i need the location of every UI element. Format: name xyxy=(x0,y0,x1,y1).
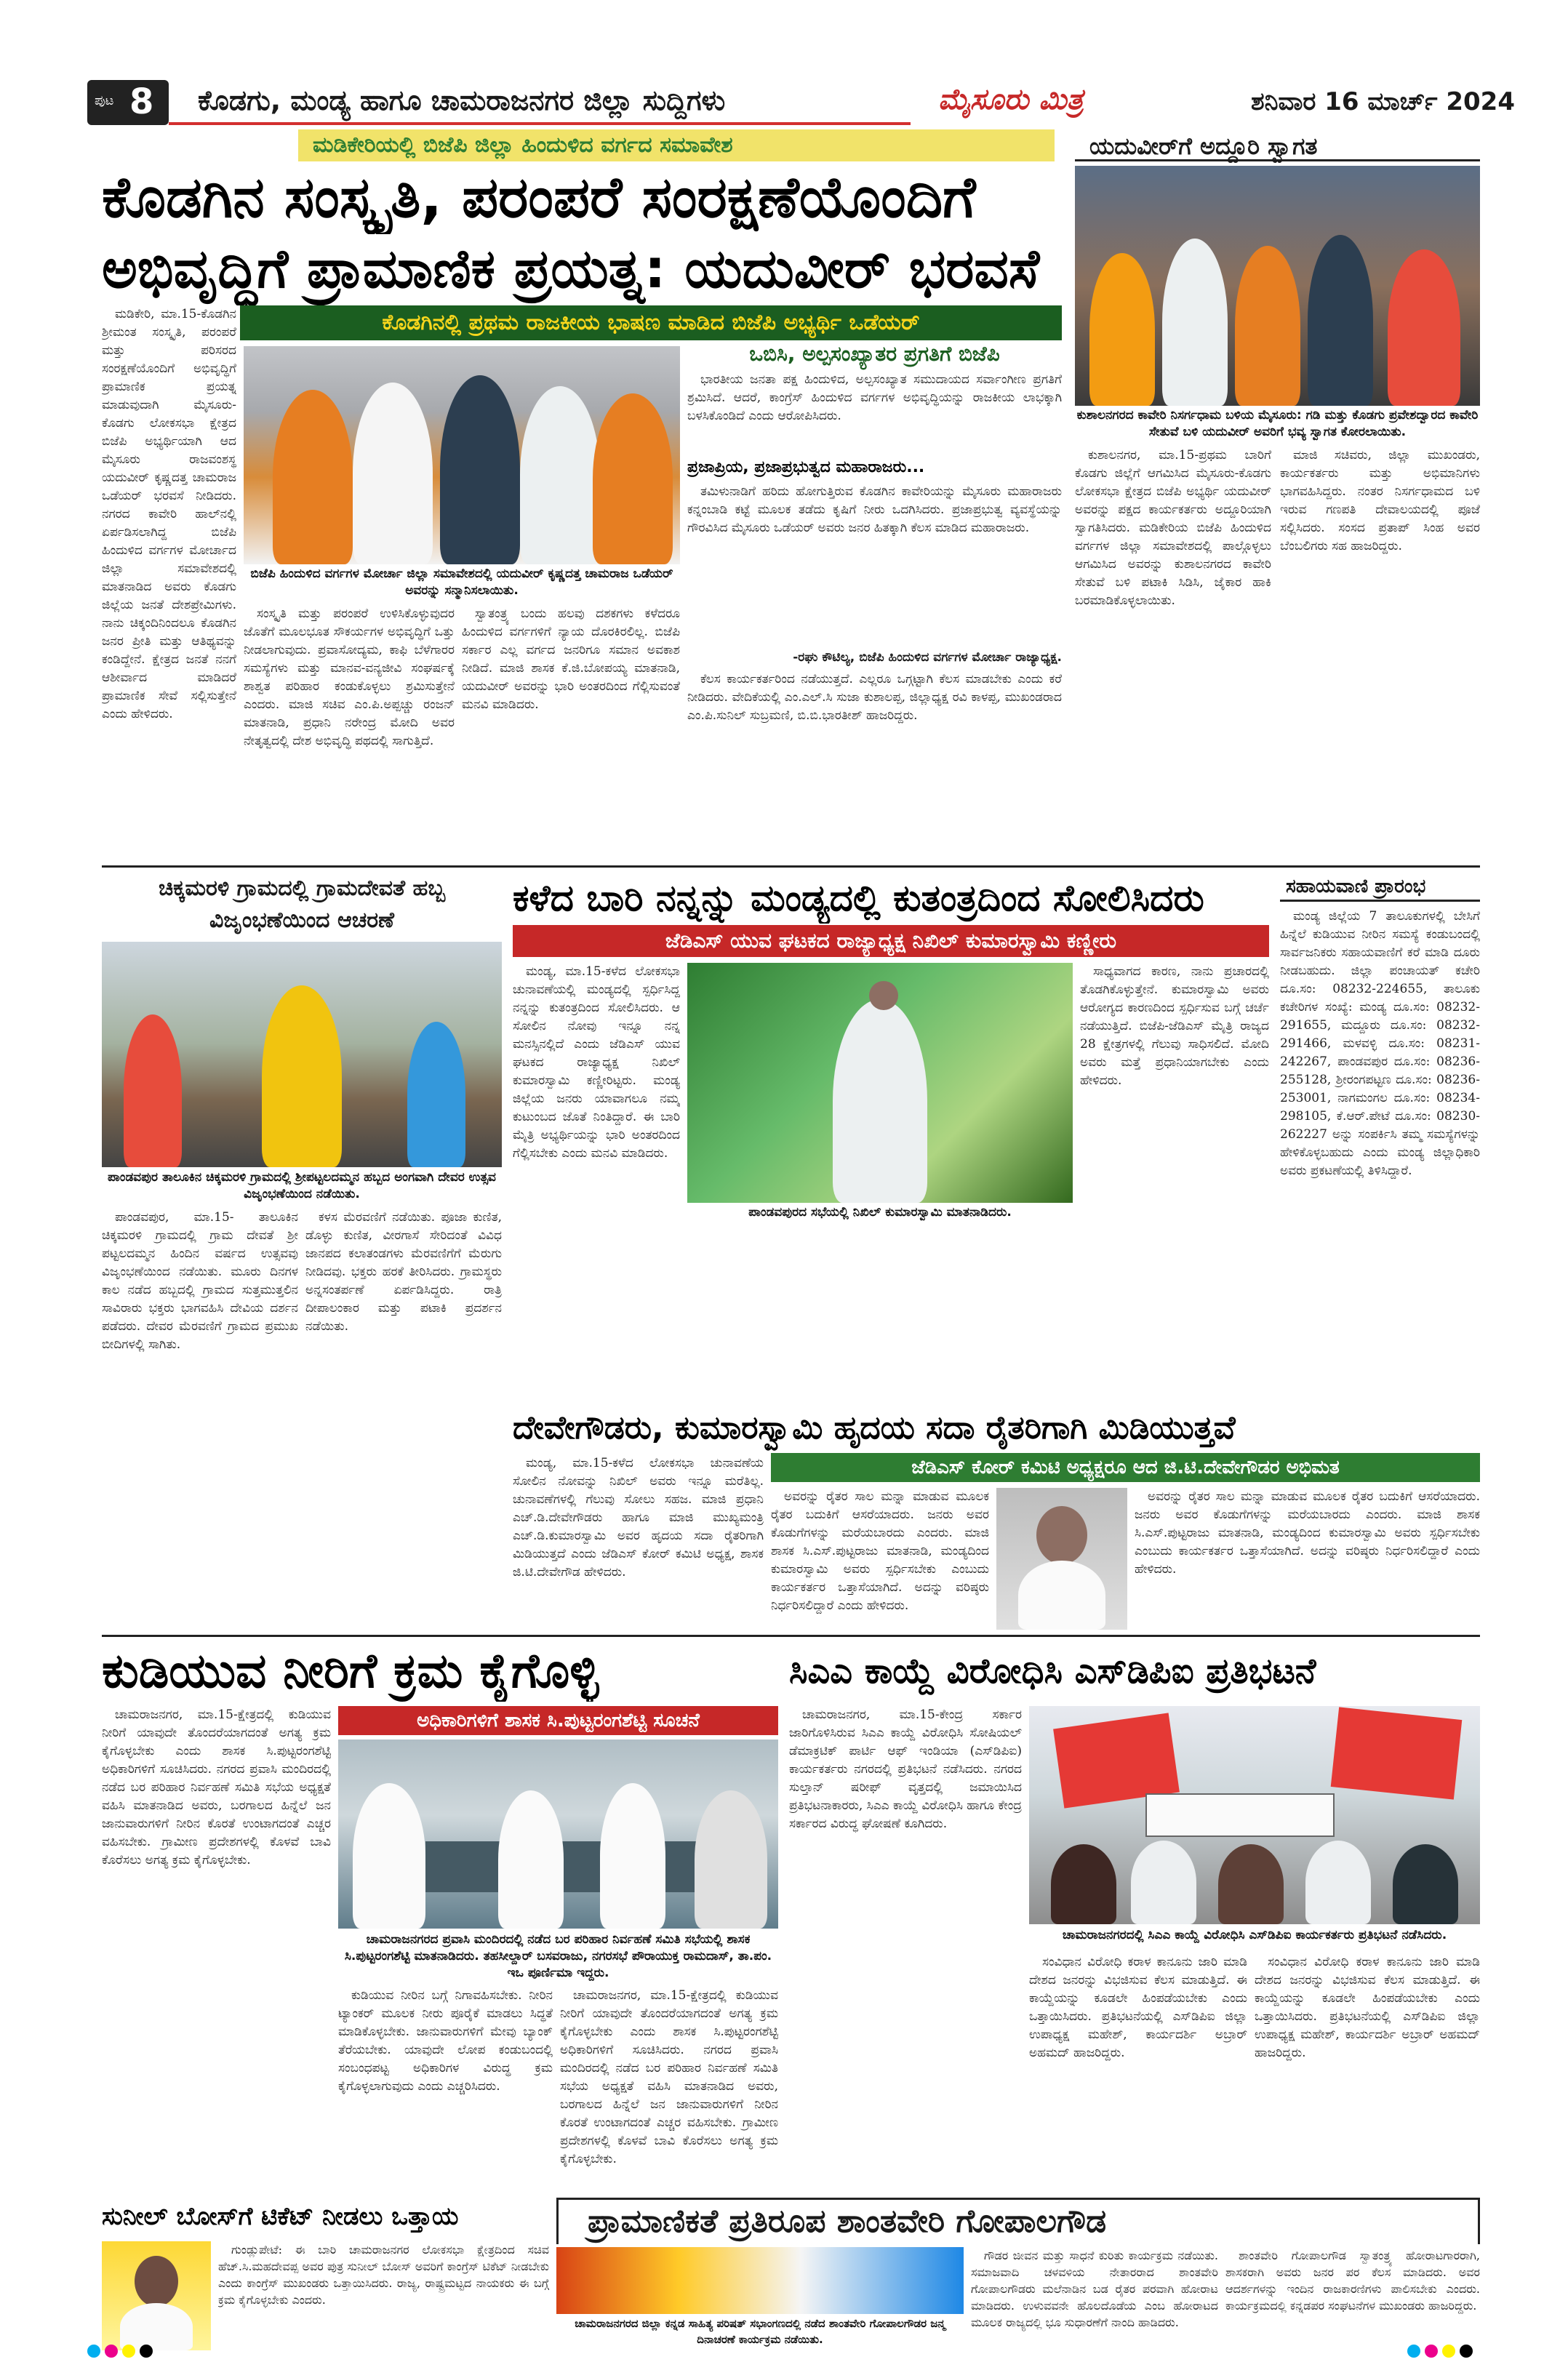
lead-body-col1: ಮಡಿಕೇರಿ, ಮಾ.15-ಕೊಡಗಿನ ಶ್ರೀಮಂತ ಸಂಸ್ಕೃತಿ, ಪರಂಪರೆ ಮತ್ತು ಪರಿಸರದ ಸಂರಕ್ಷಣೆಯೊಂದಿಗೆ ಅಭಿವೃದ್ಧಿಗೆ ಪ್ರಾಮಾಣಿಕ ಪ್ರಯತ್ನ ಮಾಡುವುದಾಗಿ ಮೈಸೂರು-ಕೊಡಗು ಲೋಕಸಭಾ ಕ್ಷೇತ್ರದ ಬಿಜೆಪಿ ಅಭ್ಯರ್ಥಿಯಾಗಿ ಆದ ಮೈಸೂರು ರಾಜವಂಶಸ್ಥ ಯದುವೀರ್ ಕೃಷ್ಣದತ್ತ ಚಾಮರಾಜ ಒಡೆಯರ್ ಭರವಸೆ ನೀಡಿದರು. ನಗರದ ಕಾವೇರಿ ಹಾಲ್‌ನಲ್ಲಿ ಏರ್ಪಡಿಸಲಾಗಿದ್ದ ಬಿಜೆಪಿ ಹಿಂದುಳಿದ ವರ್ಗಗಳ ಮೋರ್ಚಾದ ಜಿಲ್ಲಾ ಸಮಾವೇಶದಲ್ಲಿ ಮಾತನಾಡಿದ ಅವರು ಕೊಡಗು ಜಿಲ್ಲೆಯ ಜನತೆ ದೇಶಪ್ರೇಮಿಗಳು. ನಾನು ಚಿಕ್ಕಂದಿನಿಂದಲೂ ಕೊಡಗಿನ ಜನರ ಪ್ರೀತಿ ಮತ್ತು ಆತಿಥ್ಯವನ್ನು ಕಂಡಿದ್ದೇನೆ. ಕ್ಷೇತ್ರದ ಜನತೆ ನನಗೆ ಆಶೀರ್ವಾದ ಮಾಡಿದರೆ ಪ್ರಾಮಾಣಿಕ ಸೇವೆ ಸಲ್ಲಿಸುತ್ತೇನೆ ಎಂದು ಹೇಳಿದರು. xyxy=(102,307,236,721)
story4-subhead: ಜೆಡಿಎಸ್ ಯುವ ಘಟಕದ ರಾಜ್ಯಾಧ್ಯಕ್ಷ ನಿಖಿಲ್ ಕುಮಾರಸ್ವಾಮಿ ಕಣ್ಣೀರು xyxy=(513,925,1269,957)
story3-body-col2: ಕಳಸ ಮೆರವಣಿಗೆ ನಡೆಯಿತು. ಪೂಜಾ ಕುಣಿತ, ಡೊಳ್ಳು ಕುಣಿತ, ವೀರಗಾಸೆ ಸೇರಿದಂತೆ ವಿವಿಧ ಜಾನಪದ ಕಲಾತಂಡಗಳು ಮೆರವಣಿಗೆಗೆ ಮೆರುಗು ನೀಡಿದವು. ಭಕ್ತರು ಹರಕೆ ತೀರಿಸಿದರು. ಗ್ರಾಮಸ್ಥರು ಅನ್ನಸಂತರ್ಪಣೆ ಏರ್ಪಡಿಸಿದ್ದರು. ರಾತ್ರಿ ದೀಪಾಲಂಕಾರ ಮತ್ತು ಪಟಾಕಿ ಪ್ರದರ್ಶನ ನಡೆಯಿತು. xyxy=(305,1210,502,1334)
story6-body-col3: ಅವರನ್ನು ರೈತರ ಸಾಲ ಮನ್ನಾ ಮಾಡುವ ಮೂಲಕ ರೈತರ ಬದುಕಿಗೆ ಆಸರೆಯಾದರು. ಜನರು ಅವರ ಕೊಡುಗೆಗಳನ್ನು ಮರೆಯಬಾರದು ಎಂದರು. ಮಾಜಿ ಶಾಸಕ ಸಿ.ಎಸ್.ಪುಟ್ಟರಾಜು ಮಾತನಾಡಿ, ಮಂಡ್ಯದಿಂದ ಕುಮಾರಸ್ವಾಮಿ ಅವರು ಸ್ಪರ್ಧಿಸಬೇಕು ಎಂಬುದು ಕಾರ್ಯಕರ್ತರ ಒತ್ತಾಸೆಯಾಗಿದೆ. ಅದನ್ನು ವರಿಷ್ಠರು ನಿರ್ಧರಿಸಲಿದ್ದಾರೆ ಎಂದು ಹೇಳಿದರು. xyxy=(1135,1489,1480,1577)
story5-body: ಮಂಡ್ಯ ಜಿಲ್ಲೆಯ 7 ತಾಲೂಕುಗಳಲ್ಲಿ ಬೇಸಿಗೆ ಹಿನ್ನೆಲೆ ಕುಡಿಯುವ ನೀರಿನ ಸಮಸ್ಯೆ ಕಂಡುಬಂದಲ್ಲಿ ಸಾರ್ವಜನಿಕರು ಸಹಾಯವಾಣಿಗೆ ಕರೆ ಮಾಡಿ ದೂರು ನೀಡಬಹುದು. ಜಿಲ್ಲಾ ಪಂಚಾಯತ್ ಕಚೇರಿ ದೂ.ಸಂ: 08232-224655, ತಾಲೂಕು ಕಚೇರಿಗಳ ಸಂಖ್ಯೆ: ಮಂಡ್ಯ ದೂ.ಸಂ: 08232-291655, ಮದ್ದೂರು ದೂ.ಸಂ: 08232-291466, ಮಳವಳ್ಳಿ ದೂ.ಸಂ: 08231-242267, ಪಾಂಡವಪುರ ದೂ.ಸಂ: 08236-255128, ಶ್ರೀರಂಗಪಟ್ಟಣ ದೂ.ಸಂ: 08236-253001, ನಾಗಮಂಗಲ ದೂ.ಸಂ: 08234-298105, ಕೆ.ಆರ್.ಪೇಟೆ ದೂ.ಸಂ: 08230-262227 ಅನ್ನು ಸಂಪರ್ಕಿಸಿ ತಮ್ಮ ಸಮಸ್ಯೆಗಳನ್ನು ಹೇಳಿಕೊಳ್ಳಬಹುದು ಎಂದು ಮಂಡ್ಯ ಜಿಲ್ಲಾಧಿಕಾರಿ ಅವರು ಪ್ರಕಟಣೆಯಲ್ಲಿ ತಿಳಿಸಿದ್ದಾರೆ. xyxy=(1280,909,1480,1178)
story8-photo xyxy=(1029,1706,1480,1924)
story7-body-col2: ಕುಡಿಯುವ ನೀರಿನ ಬಗ್ಗೆ ನಿಗಾವಹಿಸಬೇಕು. ನೀರಿನ ಟ್ಯಾಂಕರ್ ಮೂಲಕ ನೀರು ಪೂರೈಕೆ ಮಾಡಲು ಸಿದ್ಧತೆ ಮಾಡಿಕೊಳ್ಳಬೇಕು. ಜಾನುವಾರುಗಳಿಗೆ ಮೇವು ಬ್ಯಾಂಕ್ ತೆರೆಯಬೇಕು. ಯಾವುದೇ ಲೋಪ ಕಂಡುಬಂದಲ್ಲಿ ಸಂಬಂಧಪಟ್ಟ ಅಧಿಕಾರಿಗಳ ವಿರುದ್ಧ ಕ್ರಮ ಕೈಗೊಳ್ಳಲಾಗುವುದು ಎಂದು ಎಚ್ಚರಿಸಿದರು. xyxy=(338,1988,553,2094)
page-number: 8 xyxy=(129,81,154,122)
story2-tag: ಯದುವೀರ್‌ಗೆ ಅದ್ದೂರಿ ಸ್ವಾಗತ xyxy=(1075,129,1480,161)
story2-photo xyxy=(1075,166,1480,406)
story8-body-col3: ಸಂವಿಧಾನ ವಿರೋಧಿ ಕರಾಳ ಕಾನೂನು ಜಾರಿ ಮಾಡಿ ದೇಶದ ಜನರನ್ನು ವಿಭಜಿಸುವ ಕೆಲಸ ಮಾಡುತ್ತಿದೆ. ಈ ಕಾಯ್ದೆಯನ್ನು ಕೂಡಲೇ ಹಿಂಪಡೆಯಬೇಕು ಎಂದು ಒತ್ತಾಯಿಸಿದರು. ಪ್ರತಿಭಟನೆಯಲ್ಲಿ ಎಸ್‌ಡಿಪಿಐ ಜಿಲ್ಲಾ ಉಪಾಧ್ಯಕ್ಷ ಮಹೇಶ್, ಕಾರ್ಯದರ್ಶಿ ಅಬ್ರಾರ್ ಅಹಮದ್ ಹಾಜರಿದ್ದರು. xyxy=(1255,1955,1480,2060)
story8-body-col2: ಸಂವಿಧಾನ ವಿರೋಧಿ ಕರಾಳ ಕಾನೂನು ಜಾರಿ ಮಾಡಿ ದೇಶದ ಜನರನ್ನು ವಿಭಜಿಸುವ ಕೆಲಸ ಮಾಡುತ್ತಿದೆ. ಈ ಕಾಯ್ದೆಯನ್ನು ಕೂಡಲೇ ಹಿಂಪಡೆಯಬೇಕು ಎಂದು ಒತ್ತಾಯಿಸಿದರು. ಪ್ರತಿಭಟನೆಯಲ್ಲಿ ಎಸ್‌ಡಿಪಿಐ ಜಿಲ್ಲಾ ಉಪಾಧ್ಯಕ್ಷ ಮಹೇಶ್, ಕಾರ್ಯದರ್ಶಿ ಅಬ್ರಾರ್ ಅಹಮದ್ ಹಾಜರಿದ್ದರು. xyxy=(1029,1955,1247,2060)
page-label: ಪುಟ xyxy=(95,93,114,108)
story2-body-col1: ಕುಶಾಲನಗರ, ಮಾ.15-ಪ್ರಥಮ ಬಾರಿಗೆ ಕೊಡಗು ಜಿಲ್ಲೆಗೆ ಆಗಮಿಸಿದ ಮೈಸೂರು-ಕೊಡಗು ಲೋಕಸಭಾ ಕ್ಷೇತ್ರದ ಬಿಜೆಪಿ ಅಭ್ಯರ್ಥಿ ಯದುವೀರ್ ಅವರನ್ನು ಪಕ್ಷದ ಕಾರ್ಯಕರ್ತರು ಅದ್ದೂರಿಯಾಗಿ ಸ್ವಾಗತಿಸಿದರು. ಮಡಿಕೇರಿಯ ಬಿಜೆಪಿ ಹಿಂದುಳಿದ ವರ್ಗಗಳ ಜಿಲ್ಲಾ ಸಮಾವೇಶದಲ್ಲಿ ಪಾಲ್ಗೊಳ್ಳಲು ಆಗಮಿಸಿದ ಅವರನ್ನು ಕುಶಾಲನಗರದ ಕಾವೇರಿ ಸೇತುವೆ ಬಳಿ ಪಟಾಕಿ ಸಿಡಿಸಿ, ಜೈಕಾರ ಹಾಕಿ ಬರಮಾಡಿಕೊಳ್ಳಲಾಯಿತು. xyxy=(1075,448,1271,608)
lead-body-col2: ಸಂಸ್ಕೃತಿ ಮತ್ತು ಪರಂಪರೆ ಉಳಿಸಿಕೊಳ್ಳುವುದರ ಜೊತೆಗೆ ಮೂಲಭೂತ ಸೌಕರ್ಯಗಳ ಅಭಿವೃದ್ಧಿಗೆ ಒತ್ತು ನೀಡಲಾಗುವುದು. ಪ್ರವಾಸೋದ್ಯಮ, ಕಾಫಿ ಬೆಳೆಗಾರರ ಸಮಸ್ಯೆಗಳು ಮತ್ತು ಮಾನವ-ವನ್ಯಜೀವಿ ಸಂಘರ್ಷಕ್ಕೆ ಶಾಶ್ವತ ಪರಿಹಾರ ಕಂಡುಕೊಳ್ಳಲು ಶ್ರಮಿಸುತ್ತೇನೆ ಎಂದರು. ಮಾಜಿ ಸಚಿವ ಎಂ.ಪಿ.ಅಪ್ಪಚ್ಚು ರಂಜನ್ ಮಾತನಾಡಿ, ಪ್ರಧಾನಿ ನರೇಂದ್ರ ಮೋದಿ ಅವರ ನೇತೃತ್ವದಲ್ಲಿ ದೇಶ ಅಭಿವೃದ್ಧಿ ಪಥದಲ್ಲಿ ಸಾಗುತ್ತಿದೆ. xyxy=(244,606,455,748)
story3-caption: ಪಾಂಡವಪುರ ತಾಲೂಕಿನ ಚಿಕ್ಕಮರಳಿ ಗ್ರಾಮದಲ್ಲಿ ಶ್ರೀಪಟ್ಟಲದಮ್ಮನ ಹಬ್ಬದ ಅಂಗವಾಗಿ ದೇವರ ಉತ್ಸವ ವಿಜೃಂಭಣೆಯಿಂದ ನಡೆಯಿತು. xyxy=(108,1170,496,1201)
story9-headline: ಪ್ರಾಮಾಣಿಕತೆ ಪ್ರತಿರೂಪ ಶಾಂತವೇರಿ ಗೋಪಾಲಗೌಡ xyxy=(588,2203,1107,2240)
registration-dots-left xyxy=(87,2345,175,2359)
sidebar-title: ಒಬಿಸಿ, ಅಲ್ಪಸಂಖ್ಯಾತರ ಪ್ರಗತಿಗೆ ಬಿಜೆಪಿ xyxy=(749,342,1000,366)
story8-body-col1: ಚಾಮರಾಜನಗರ, ಮಾ.15-ಕೇಂದ್ರ ಸರ್ಕಾರ ಜಾರಿಗೊಳಿಸಿರುವ ಸಿಎಎ ಕಾಯ್ದೆ ವಿರೋಧಿಸಿ ಸೋಷಿಯಲ್ ಡೆಮಾಕ್ರಟಿಕ್ ಪಾರ್ಟಿ ಆಫ್ ಇಂಡಿಯಾ (ಎಸ್‌ಡಿಪಿಐ) ಕಾರ್ಯಕರ್ತರು ನಗರದಲ್ಲಿ ಪ್ರತಿಭಟನೆ ನಡೆಸಿದರು. ನಗರದ ಸುಲ್ತಾನ್ ಷರೀಫ್ ವೃತ್ತದಲ್ಲಿ ಜಮಾಯಿಸಿದ ಪ್ರತಿಭಟನಾಕಾರರು, ಸಿಎಎ ಕಾಯ್ದೆ ವಿರೋಧಿಸಿ ಹಾಗೂ ಕೇಂದ್ರ ಸರ್ಕಾರದ ವಿರುದ್ಧ ಘೋಷಣೆ ಕೂಗಿದರು. xyxy=(789,1708,1022,1831)
story6-body-col2: ಅವರನ್ನು ರೈತರ ಸಾಲ ಮನ್ನಾ ಮಾಡುವ ಮೂಲಕ ರೈತರ ಬದುಕಿಗೆ ಆಸರೆಯಾದರು. ಜನರು ಅವರ ಕೊಡುಗೆಗಳನ್ನು ಮರೆಯಬಾರದು ಎಂದರು. ಮಾಜಿ ಶಾಸಕ ಸಿ.ಎಸ್.ಪುಟ್ಟರಾಜು ಮಾತನಾಡಿ, ಮಂಡ್ಯದಿಂದ ಕುಮಾರಸ್ವಾಮಿ ಅವರು ಸ್ಪರ್ಧಿಸಬೇಕು ಎಂಬುದು ಕಾರ್ಯಕರ್ತರ ಒತ್ತಾಸೆಯಾಗಿದೆ. ಅದನ್ನು ವರಿಷ್ಠರು ನಿರ್ಧರಿಸಲಿದ್ದಾರೆ ಎಂದು ಹೇಳಿದರು. xyxy=(771,1489,989,1613)
story3-photo xyxy=(102,942,502,1167)
story8-headline: ಸಿಎಎ ಕಾಯ್ದೆ ವಿರೋಧಿಸಿ ಎಸ್‌ಡಿಪಿಐ ಪ್ರತಿಭಟನೆ xyxy=(789,1651,1316,1692)
story5-tag: ಸಹಾಯವಾಣಿ ಪ್ರಾರಂಭ xyxy=(1280,873,1480,902)
lead-body-col3: ಸ್ವಾತಂತ್ರ್ಯ ಬಂದು ಹಲವು ದಶಕಗಳು ಕಳೆದರೂ ಹಿಂದುಳಿದ ವರ್ಗಗಳಿಗೆ ನ್ಯಾಯ ದೊರಕಿರಲಿಲ್ಲ. ಬಿಜೆಪಿ ಸರ್ಕಾರ ಎಲ್ಲ ವರ್ಗದ ಜನರಿಗೂ ಸಮಾನ ಅವಕಾಶ ನೀಡಿದೆ. ಮಾಜಿ ಶಾಸಕ ಕೆ.ಜಿ.ಬೋಪಯ್ಯ ಮಾತನಾಡಿ, ಯದುವೀರ್ ಅವರನ್ನು ಭಾರಿ ಅಂತರದಿಂದ ಗೆಲ್ಲಿಸುವಂತೆ ಮನವಿ ಮಾಡಿದರು. xyxy=(462,606,680,712)
sidebar-subtitle: ಪ್ರಜಾಪ್ರಿಯ, ಪ್ರಜಾಪ್ರಭುತ್ವದ ಮಹಾರಾಜರು... xyxy=(687,458,925,476)
story-kicker: ಮಡಿಕೇರಿಯಲ್ಲಿ ಬಿಜೆಪಿ ಜಿಲ್ಲಾ ಹಿಂದುಳಿದ ವರ್ಗದ ಸಮಾವೇಶ xyxy=(298,129,1055,161)
story7-body-col3: ಚಾಮರಾಜನಗರ, ಮಾ.15-ಕ್ಷೇತ್ರದಲ್ಲಿ ಕುಡಿಯುವ ನೀರಿಗೆ ಯಾವುದೇ ತೊಂದರೆಯಾಗದಂತೆ ಅಗತ್ಯ ಕ್ರಮ ಕೈಗೊಳ್ಳಬೇಕು ಎಂದು ಶಾಸಕ ಸಿ.ಪುಟ್ಟರಂಗಶೆಟ್ಟಿ ಅಧಿಕಾರಿಗಳಿಗೆ ಸೂಚಿಸಿದರು. ನಗರದ ಪ್ರವಾಸಿ ಮಂದಿರದಲ್ಲಿ ನಡೆದ ಬರ ಪರಿಹಾರ ನಿರ್ವಹಣೆ ಸಮಿತಿ ಸಭೆಯ ಅಧ್ಯಕ್ಷತೆ ವಹಿಸಿ ಮಾತನಾಡಿದ ಅವರು, ಬರಗಾಲದ ಹಿನ್ನೆಲೆ ಜನ ಜಾನುವಾರುಗಳಿಗೆ ನೀರಿನ ಕೊರತೆ ಉಂಟಾಗದಂತೆ ಎಚ್ಚರ ವಹಿಸಬೇಕು. ಗ್ರಾಮೀಣ ಪ್ರದೇಶಗಳಲ್ಲಿ ಕೊಳವೆ ಬಾವಿ ಕೊರೆಸಲು ಅಗತ್ಯ ಕ್ರಮ ಕೈಗೊಳ್ಳಬೇಕು. xyxy=(560,1988,778,2166)
lead-headline-line1: ಕೊಡಗಿನ ಸಂಸ್ಕೃತಿ, ಪರಂಪರೆ ಸಂರಕ್ಷಣೆಯೊಂದಿಗೆ xyxy=(102,165,976,231)
story4-body-col2: ಸಾಧ್ಯವಾಗದ ಕಾರಣ, ನಾನು ಪ್ರಚಾರದಲ್ಲಿ ತೊಡಗಿಕೊಳ್ಳುತ್ತೇನೆ. ಕುಮಾರಸ್ವಾಮಿ ಅವರು ಆರೋಗ್ಯದ ಕಾರಣದಿಂದ ಸ್ಪರ್ಧಿಸುವ ಬಗ್ಗೆ ಚರ್ಚೆ ನಡೆಯುತ್ತಿದೆ. ಬಿಜೆಪಿ-ಜೆಡಿಎಸ್ ಮೈತ್ರಿ ರಾಜ್ಯದ 28 ಕ್ಷೇತ್ರಗಳಲ್ಲಿ ಗೆಲುವು ಸಾಧಿಸಲಿದೆ. ಮೋದಿ ಅವರು ಮತ್ತೆ ಪ್ರಧಾನಿಯಾಗಬೇಕು ಎಂದು ಹೇಳಿದರು. xyxy=(1080,964,1269,1088)
story2-caption: ಕುಶಾಲನಗರದ ಕಾವೇರಿ ನಿಸರ್ಗಧಾಮ ಬಳಿಯ ಮೈಸೂರು: ಗಡಿ ಮತ್ತು ಕೊಡಗು ಪ್ರವೇಶದ್ವಾರದ ಕಾವೇರಿ ಸೇತುವೆ ಬಳಿ ಯದುವೀರ್ ಅವರಿಗೆ ಭವ್ಯ ಸ್ವಾಗತ ಕೋರಲಾಯಿತು. xyxy=(1076,408,1479,439)
story10-portrait xyxy=(102,2241,211,2350)
story4-headline: ಕಳೆದ ಬಾರಿ ನನ್ನನ್ನು ಮಂಡ್ಯದಲ್ಲಿ ಕುತಂತ್ರದಿಂದ ಸೋಲಿಸಿದರು xyxy=(513,877,1204,919)
story6-headline: ದೇವೇಗೌಡರು, ಕುಮಾರಸ್ವಾಮಿ ಹೃದಯ ಸದಾ ರೈತರಿಗಾಗಿ ಮಿಡಿಯುತ್ತವೆ xyxy=(513,1409,1236,1446)
story3-body-col1: ಪಾಂಡವಪುರ, ಮಾ.15- ತಾಲೂಕಿನ ಚಿಕ್ಕಮರಳಿ ಗ್ರಾಮದಲ್ಲಿ ಗ್ರಾಮ ದೇವತೆ ಶ್ರೀ ಪಟ್ಟಲದಮ್ಮನ ಹಿಂದಿನ ವರ್ಷದ ಉತ್ಸವವು ವಿಜೃಂಭಣೆಯಿಂದ ನಡೆಯಿತು. ಮೂರು ದಿನಗಳ ಕಾಲ ನಡೆದ ಹಬ್ಬದಲ್ಲಿ ಗ್ರಾಮದ ಸುತ್ತಮುತ್ತಲಿನ ಸಾವಿರಾರು ಭಕ್ತರು ಭಾಗವಹಿಸಿ ದೇವಿಯ ದರ್ಶನ ಪಡೆದರು. ದೇವರ ಮೆರವಣಿಗೆ ಗ್ರಾಮದ ಪ್ರಮುಖ ಬೀದಿಗಳಲ್ಲಿ ಸಾಗಿತು. xyxy=(102,1210,298,1352)
story7-body-col1: ಚಾಮರಾಜನಗರ, ಮಾ.15-ಕ್ಷೇತ್ರದಲ್ಲಿ ಕುಡಿಯುವ ನೀರಿಗೆ ಯಾವುದೇ ತೊಂದರೆಯಾಗದಂತೆ ಅಗತ್ಯ ಕ್ರಮ ಕೈಗೊಳ್ಳಬೇಕು ಎಂದು ಶಾಸಕ ಸಿ.ಪುಟ್ಟರಂಗಶೆಟ್ಟಿ ಅಧಿಕಾರಿಗಳಿಗೆ ಸೂಚಿಸಿದರು. ನಗರದ ಪ್ರವಾಸಿ ಮಂದಿರದಲ್ಲಿ ನಡೆದ ಬರ ಪರಿಹಾರ ನಿರ್ವಹಣೆ ಸಮಿತಿ ಸಭೆಯ ಅಧ್ಯಕ್ಷತೆ ವಹಿಸಿ ಮಾತನಾಡಿದ ಅವರು, ಬರಗಾಲದ ಹಿನ್ನೆಲೆ ಜನ ಜಾನುವಾರುಗಳಿಗೆ ನೀರಿನ ಕೊರತೆ ಉಂಟಾಗದಂತೆ ಎಚ್ಚರ ವಹಿಸಬೇಕು. ಗ್ರಾಮೀಣ ಪ್ರದೇಶಗಳಲ್ಲಿ ಕೊಳವೆ ಬಾವಿ ಕೊರೆಸಲು ಅಗತ್ಯ ಕ್ರಮ ಕೈಗೊಳ್ಳಬೇಕು. xyxy=(102,1708,331,1867)
lead-photo-caption: ಬಿಜೆಪಿ ಹಿಂದುಳಿದ ವರ್ಗಗಳ ಮೋರ್ಚಾ ಜಿಲ್ಲಾ ಸಮಾವೇಶದಲ್ಲಿ ಯದುವೀರ್ ಕೃಷ್ಣದತ್ತ ಚಾಮರಾಜ ಒಡೆಯರ್ ಅವರನ್ನು ಸನ್ಮಾನಿಸಲಾಯಿತು. xyxy=(250,567,673,598)
page-number-box xyxy=(87,80,169,125)
story9-caption: ಚಾಮರಾಜನಗರದ ಜಿಲ್ಲಾ ಕನ್ನಡ ಸಾಹಿತ್ಯ ಪರಿಷತ್ ಸಭಾಂಗಣದಲ್ಲಿ ನಡೆದ ಶಾಂತವೇರಿ ಗೋಪಾಲಗೌಡರ ಜನ್ಮ ದಿನಾಚರಣೆ ಕಾರ್ಯಕ್ರಮ ನಡೆಯಿತು. xyxy=(575,2317,945,2346)
lead-photo xyxy=(244,346,680,564)
story4-photo xyxy=(687,963,1073,1203)
story7-headline: ಕುಡಿಯುವ ನೀರಿಗೆ ಕ್ರಮ ಕೈಗೊಳ್ಳಿ xyxy=(102,1643,599,1699)
story4-body-col1: ಮಂಡ್ಯ, ಮಾ.15-ಕಳೆದ ಲೋಕಸಭಾ ಚುನಾವಣೆಯಲ್ಲಿ ಮಂಡ್ಯದಲ್ಲಿ ಸ್ಪರ್ಧಿಸಿದ್ದ ನನ್ನನ್ನು ಕುತಂತ್ರದಿಂದ ಸೋಲಿಸಿದರು. ಆ ಸೋಲಿನ ನೋವು ಇನ್ನೂ ನನ್ನ ಮನಸ್ಸಿನಲ್ಲಿದೆ ಎಂದು ಜೆಡಿಎಸ್ ಯುವ ಘಟಕದ ರಾಜ್ಯಾಧ್ಯಕ್ಷ ನಿಖಿಲ್ ಕುಮಾರಸ್ವಾಮಿ ಕಣ್ಣೀರಿಟ್ಟರು. ಮಂಡ್ಯ ಜಿಲ್ಲೆಯ ಜನರು ಯಾವಾಗಲೂ ನಮ್ಮ ಕುಟುಂಬದ ಜೊತೆ ನಿಂತಿದ್ದಾರೆ. ಈ ಬಾರಿ ಮೈತ್ರಿ ಅಭ್ಯರ್ಥಿಯನ್ನು ಭಾರಿ ಅಂತರದಿಂದ ಗೆಲ್ಲಿಸಬೇಕು ಎಂದು ಮನವಿ ಮಾಡಿದರು. xyxy=(513,964,680,1161)
story10-headline: ಸುನೀಲ್ ಬೋಸ್‌ಗೆ ಟಿಕೆಟ್ ನೀಡಲು ಒತ್ತಾಯ xyxy=(102,2202,459,2231)
story7-subhead: ಅಧಿಕಾರಿಗಳಿಗೆ ಶಾಸಕ ಸಿ.ಪುಟ್ಟರಂಗಶೆಟ್ಟಿ ಸೂಚನೆ xyxy=(338,1706,778,1735)
story7-caption: ಚಾಮರಾಜನಗರದ ಪ್ರವಾಸಿ ಮಂದಿರದಲ್ಲಿ ನಡೆದ ಬರ ಪರಿಹಾರ ನಿರ್ವಹಣೆ ಸಮಿತಿ ಸಭೆಯಲ್ಲಿ ಶಾಸಕ ಸಿ.ಪುಟ್ಟರಂಗಶೆಟ್ಟಿ ಮಾತನಾಡಿದರು. ತಹಸೀಲ್ದಾರ್ ಬಸವರಾಜು, ನಗರಸಭೆ ಪೌರಾಯುಕ್ತ ರಾಮದಾಸ್, ತಾ.ಪಂ. ಇಒ ಪೂರ್ಣಿಮಾ ಇದ್ದರು. xyxy=(344,1932,772,1980)
issue-date: ಶನಿವಾರ 16 ಮಾರ್ಚ್ 2024 xyxy=(1251,87,1515,116)
story9-body-col2: ಶಾಂತವೇರಿ ಗೋಪಾಲಗೌಡ ಸ್ವಾತಂತ್ರ್ಯ ಹೋರಾಟಗಾರರಾಗಿ, ಶಾಸಕರಾಗಿ ಅವರು ಜನರ ಪರ ಕೆಲಸ ಮಾಡಿದರು. ಅವರ ಆದರ್ಶಗಳನ್ನು ಇಂದಿನ ರಾಜಕಾರಣಿಗಳು ಪಾಲಿಸಬೇಕು ಎಂದರು. ಕಾರ್ಯಕ್ರಮದಲ್ಲಿ ಕನ್ನಡಪರ ಸಂಘಟನೆಗಳ ಮುಖಂಡರು ಹಾಜರಿದ್ದರು. xyxy=(1225,2249,1480,2313)
lead-subhead: ಕೊಡಗಿನಲ್ಲಿ ಪ್ರಥಮ ರಾಜಕೀಯ ಭಾಷಣ ಮಾಡಿದ ಬಿಜೆಪಿ ಅಭ್ಯರ್ಥಿ ಒಡೆಯರ್ xyxy=(240,305,1062,340)
registration-dots-right xyxy=(1407,2345,1495,2359)
story9-body-col1: ಗೌಡರ ಜೀವನ ಮತ್ತು ಸಾಧನೆ ಕುರಿತು ಕಾರ್ಯಕ್ರಮ ನಡೆಯಿತು. ಸಮಾಜವಾದಿ ಚಳವಳಿಯ ನೇತಾರರಾದ ಶಾಂತವೇರಿ ಗೋಪಾಲಗೌಡರು ಮಲೆನಾಡಿನ ಬಡ ರೈತರ ಪರವಾಗಿ ಹೋರಾಟ ಮಾಡಿದರು. ಉಳುವವನೇ ಹೊಲದೊಡೆಯ ಎಂಬ ಹೋರಾಟದ ಮೂಲಕ ರಾಜ್ಯದಲ್ಲಿ ಭೂ ಸುಧಾರಣೆಗೆ ನಾಂದಿ ಹಾಡಿದರು. xyxy=(971,2249,1218,2329)
story3-headline: ಚಿಕ್ಕಮರಳಿ ಗ್ರಾಮದಲ್ಲಿ ಗ್ರಾಮದೇವತೆ ಹಬ್ಬ ವಿಜೃಂಭಣೆಯಿಂದ ಆಚರಣೆ xyxy=(158,876,446,933)
story10-body: ಗುಂಡ್ಲುಪೇಟೆ: ಈ ಬಾರಿ ಚಾಮರಾಜನಗರ ಲೋಕಸಭಾ ಕ್ಷೇತ್ರದಿಂದ ಸಚಿವ ಹೆಚ್.ಸಿ.ಮಹದೇವಪ್ಪ ಅವರ ಪುತ್ರ ಸುನೀಲ್ ಬೋಸ್ ಅವರಿಗೆ ಕಾಂಗ್ರೆಸ್ ಟಿಕೆಟ್ ನೀಡಬೇಕು ಎಂದು ಕಾಂಗ್ರೆಸ್ ಮುಖಂಡರು ಒತ್ತಾಯಿಸಿದರು. ರಾಜ್ಯ, ರಾಷ್ಟ್ರಮಟ್ಟದ ನಾಯಕರು ಈ ಬಗ್ಗೆ ಕ್ರಮ ಕೈಗೊಳ್ಳಬೇಕು ಎಂದರು. xyxy=(218,2243,549,2307)
story9-headline-box xyxy=(556,2198,1480,2244)
story8-caption: ಚಾಮರಾಜನಗರದಲ್ಲಿ ಸಿಎಎ ಕಾಯ್ದೆ ವಿರೋಧಿಸಿ ಎಸ್‌ಡಿಪಿಐ ಕಾರ್ಯಕರ್ತರು ಪ್ರತಿಭಟನೆ ನಡೆಸಿದರು. xyxy=(1062,1928,1447,1942)
lead-sidebar: ಒಬಿಸಿ, ಅಲ್ಪಸಂಖ್ಯಾತರ ಪ್ರಗತಿಗೆ ಬಿಜೆಪಿ ಭಾರತೀಯ ಜನತಾ ಪಕ್ಷ ಹಿಂದುಳಿದ, ಅಲ್ಪಸಂಖ್ಯಾತ ಸಮುದಾಯದ ಸರ್ವಾಂಗೀಣ ಪ್ರಗತಿಗೆ ಶ್ರಮಿಸಿದೆ. ಆದರೆ, ಕಾಂಗ್ರೆಸ್ ಹಿಂದುಳಿದ ವರ್ಗಗಳ ಅಭಿವೃದ್ಧಿಯನ್ನು ರಾಜಕೀಯ ಲಾಭಕ್ಕಾಗಿ ಬಳಸಿಕೊಂಡಿದೆ ಎಂದು ಆರೋಪಿಸಿದರು. ಪ್ರಜಾಪ್ರಿಯ, ಪ್ರಜಾಪ್ರಭುತ್ವದ ಮಹಾರಾಜರು... ತಮಿಳುನಾಡಿಗೆ ಹರಿದು ಹೋಗುತ್ತಿರುವ ಕೊಡಗಿನ ಕಾವೇರಿಯನ್ನು ಮೈಸೂರು ಮಹಾರಾಜರು ಕನ್ನಂಬಾಡಿ ಕಟ್ಟೆ ಮೂಲಕ ತಡೆದು ಕೃಷಿಗೆ ನೀರು ಒದಗಿಸಿದರು. ಪ್ರಜಾಪ್ರಭುತ್ವ ವ್ಯವಸ್ಥೆಯನ್ನು ಗೌರವಿಸಿದ ಮೈಸೂರು ಒಡೆಯರ್ ಅವರು ಜನರ ಹಿತಕ್ಕಾಗಿ ಕೆಲಸ ಮಾಡಿದ ಮಹಾರಾಜರು. -ರಘು ಕೌಟಿಲ್ಯ, ಬಿಜೆಪಿ ಹಿಂದುಳಿದ ವರ್ಗಗಳ ಮೋರ್ಚಾ ರಾಜ್ಯಾಧ್ಯಕ್ಷ. ಕೆಲಸ ಕಾರ್ಯಕರ್ತರಿಂದ ನಡೆಯುತ್ತದೆ. ಎಲ್ಲರೂ ಒಗ್ಗಟ್ಟಾಗಿ ಕೆಲಸ ಮಾಡಬೇಕು ಎಂದು ಕರೆ ನೀಡಿದರು. ವೇದಿಕೆಯಲ್ಲಿ ಎಂ.ಎಲ್.ಸಿ ಸುಜಾ ಕುಶಾಲಪ್ಪ, ಜಿಲ್ಲಾಧ್ಯಕ್ಷ ರವಿ ಕಾಳಪ್ಪ, ಮುಖಂಡರಾದ ಎಂ.ಪಿ.ಸುನಿಲ್ ಸುಬ್ರಮಣಿ, ಬಿ.ಬಿ.ಭಾರತೀಶ್ ಹಾಜರಿದ್ದರು. xyxy=(687,342,1062,723)
lead-headline-line2: ಅಭಿವೃದ್ಧಿಗೆ ಪ್ರಾಮಾಣಿಕ ಪ್ರಯತ್ನ: ಯದುವೀರ್ ಭರವಸೆ xyxy=(102,238,1040,300)
sidebar-credit: -ರಘು ಕೌಟಿಲ್ಯ, ಬಿಜೆಪಿ ಹಿಂದುಳಿದ ವರ್ಗಗಳ ಮೋರ್ಚಾ ರಾಜ್ಯಾಧ್ಯಕ್ಷ. xyxy=(793,650,1062,665)
story7-photo xyxy=(338,1740,778,1929)
story6-subhead: ಜೆಡಿಎಸ್ ಕೋರ್ ಕಮಿಟಿ ಅಧ್ಯಕ್ಷರೂ ಆದ ಜಿ.ಟಿ.ದೇವೇಗೌಡರ ಅಭಿಮತ xyxy=(771,1453,1480,1482)
story9-photo xyxy=(556,2247,964,2314)
story4-caption: ಪಾಂಡವಪುರದ ಸಭೆಯಲ್ಲಿ ನಿಖಿಲ್ ಕುಮಾರಸ್ವಾಮಿ ಮಾತನಾಡಿದರು. xyxy=(748,1205,1012,1220)
page-header xyxy=(87,80,1515,125)
story6-body-col1: ಮಂಡ್ಯ, ಮಾ.15-ಕಳೆದ ಲೋಕಸಭಾ ಚುನಾವಣೆಯ ಸೋಲಿನ ನೋವನ್ನು ನಿಖಿಲ್ ಅವರು ಇನ್ನೂ ಮರೆತಿಲ್ಲ. ಚುನಾವಣೆಗಳಲ್ಲಿ ಗೆಲುವು ಸೋಲು ಸಹಜ. ಮಾಜಿ ಪ್ರಧಾನಿ ಎಚ್.ಡಿ.ದೇವೇಗೌಡರು ಹಾಗೂ ಮಾಜಿ ಮುಖ್ಯಮಂತ್ರಿ ಎಚ್.ಡಿ.ಕುಮಾರಸ್ವಾಮಿ ಅವರ ಹೃದಯ ಸದಾ ರೈತರಿಗಾಗಿ ಮಿಡಿಯುತ್ತದೆ ಎಂದು ಜೆಡಿಎಸ್ ಕೋರ್ ಕಮಿಟಿ ಅಧ್ಯಕ್ಷ, ಶಾಸಕ ಜಿ.ಟಿ.ದೇವೇಗೌಡ ಹೇಳಿದರು. xyxy=(513,1456,764,1580)
masthead-logo: ಮೈಸೂರು ಮಿತ್ರ xyxy=(938,83,1084,116)
story6-portrait xyxy=(996,1488,1127,1630)
section-title: ಕೊಡಗು, ಮಂಡ್ಯ ಹಾಗೂ ಚಾಮರಾಜನಗರ ಜಿಲ್ಲಾ ಸುದ್ದಿಗಳು xyxy=(169,80,911,125)
story2-body-col2: ಮಾಜಿ ಸಚಿವರು, ಜಿಲ್ಲಾ ಮುಖಂಡರು, ಕಾರ್ಯಕರ್ತರು ಮತ್ತು ಅಭಿಮಾನಿಗಳು ಭಾಗವಹಿಸಿದ್ದರು. ನಂತರ ನಿಸರ್ಗಧಾಮದ ಬಳಿ ಇರುವ ಗಣಪತಿ ದೇವಾಲಯದಲ್ಲಿ ಪೂಜೆ ಸಲ್ಲಿಸಿದರು. ಸಂಸದ ಪ್ರತಾಪ್ ಸಿಂಹ ಅವರ ಬೆಂಬಲಿಗರು ಸಹ ಹಾಜರಿದ್ದರು. xyxy=(1280,448,1480,553)
